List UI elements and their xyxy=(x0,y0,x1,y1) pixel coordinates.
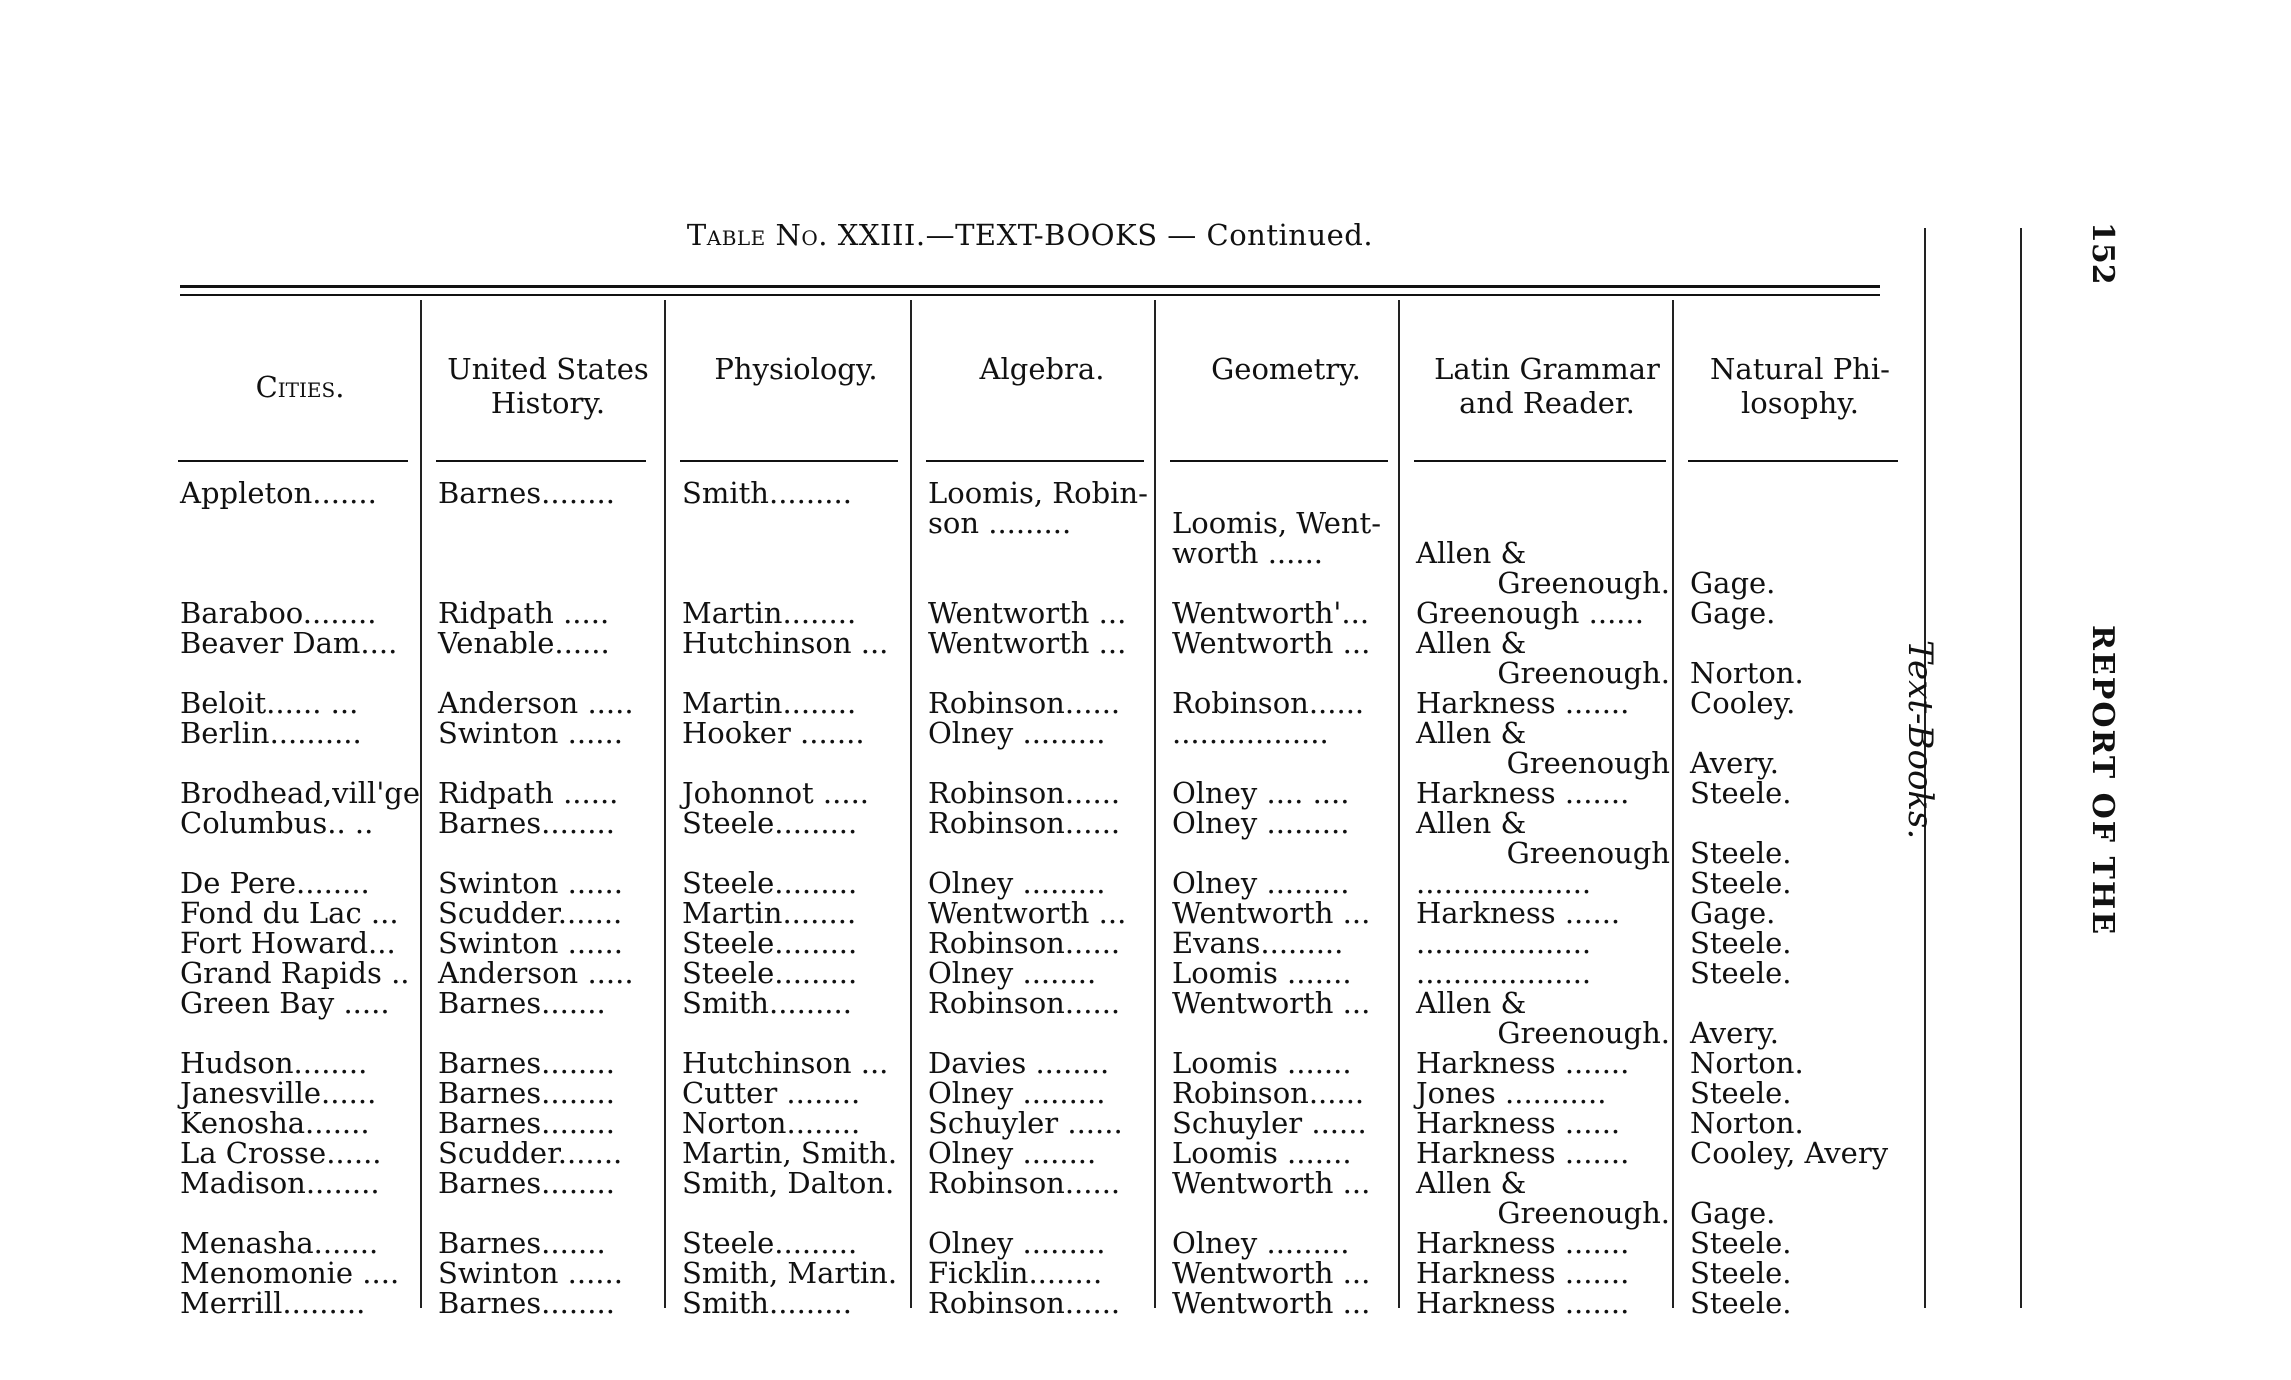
table-cell: Wentworth ... xyxy=(928,596,1127,630)
table-cell: Steele. xyxy=(1690,776,1792,810)
table-cell: Barnes........ xyxy=(438,476,615,510)
table-cell: Steele. xyxy=(1690,1256,1792,1290)
table-cell: Steele......... xyxy=(682,956,858,990)
table-cell: Greenough ...... xyxy=(1416,596,1644,630)
table-cell: Jones ........... xyxy=(1416,1076,1607,1110)
table-cell: ................... xyxy=(1416,866,1592,900)
table-cell: Barnes....... xyxy=(438,1226,606,1260)
table-cell: Barnes........ xyxy=(438,806,615,840)
table-cell: worth ...... xyxy=(1172,536,1324,570)
table-cell: Ridpath ..... xyxy=(438,596,610,630)
table-cell: Olney ......... xyxy=(928,716,1106,750)
page-number: 152 xyxy=(2085,222,2120,285)
table-cell: Hudson........ xyxy=(180,1046,368,1080)
table-cell: Norton. xyxy=(1690,1046,1804,1080)
column-separator-1 xyxy=(420,300,422,1308)
table-cell: Hutchinson ... xyxy=(682,626,889,660)
table-cell: Barnes........ xyxy=(438,1166,615,1200)
table-cell: Wentworth ... xyxy=(928,626,1127,660)
table-cell: Olney ......... xyxy=(1172,866,1350,900)
table-cell: Hooker ....... xyxy=(682,716,865,750)
table-cell: Ridpath ...... xyxy=(438,776,619,810)
table-cell: Green Bay ..... xyxy=(180,986,390,1020)
table-cell: Robinson...... xyxy=(928,686,1121,720)
table-cell: Harkness ....... xyxy=(1416,1226,1630,1260)
table-cell: Steele......... xyxy=(682,806,858,840)
table-cell: Swinton ...... xyxy=(438,716,623,750)
table-cell: Schuyler ...... xyxy=(928,1106,1123,1140)
table-cell: Allen & xyxy=(1416,626,1527,660)
table-cell: Norton. xyxy=(1690,1106,1804,1140)
table-cell: Wentworth ... xyxy=(1172,986,1371,1020)
table-cell: Barnes........ xyxy=(438,1106,615,1140)
table-cell: Steele. xyxy=(1690,866,1792,900)
table-cell: Scudder....... xyxy=(438,896,623,930)
table-cell: Madison........ xyxy=(180,1166,380,1200)
table-cell: Robinson...... xyxy=(928,806,1121,840)
table-cell: Greenough xyxy=(1506,836,1670,870)
table-cell: Olney ......... xyxy=(1172,1226,1350,1260)
column-separator-3 xyxy=(910,300,912,1308)
table-cell: Columbus.. .. xyxy=(180,806,374,840)
table-cell: Schuyler ...... xyxy=(1172,1106,1367,1140)
table-cell: Greenough. xyxy=(1497,566,1670,600)
column-header: Natural Phi- losophy. xyxy=(1710,352,1890,420)
section-side-title: Text-Books. xyxy=(1900,640,1940,840)
table-cell: Grand Rapids .. xyxy=(180,956,410,990)
table-cell: Wentworth ... xyxy=(1172,1256,1371,1290)
table-cell: ................. xyxy=(1172,716,1329,750)
table-cell: Martin........ xyxy=(682,896,857,930)
table-cell: Janesville...... xyxy=(180,1076,377,1110)
table-cell: Allen & xyxy=(1416,1166,1527,1200)
header-underline xyxy=(926,460,1144,462)
table-cell: Olney ........ xyxy=(928,1136,1097,1170)
table-cell: Steele. xyxy=(1690,1226,1792,1260)
table-cell: Greenough. xyxy=(1497,1016,1670,1050)
table-cell: Smith, Dalton. xyxy=(682,1166,895,1200)
table-cell: Avery. xyxy=(1690,746,1779,780)
top-rule xyxy=(180,285,1880,288)
table-cell: Menasha....... xyxy=(180,1226,379,1260)
table-cell: Kenosha....... xyxy=(180,1106,370,1140)
table-cell: Fond du Lac ... xyxy=(180,896,399,930)
table-cell: Steele......... xyxy=(682,1226,858,1260)
table-cell: Martin........ xyxy=(682,686,857,720)
table-title-rest: —TEXT-BOOKS — Continued. xyxy=(925,218,1374,252)
table-cell: Steele. xyxy=(1690,956,1792,990)
table-cell: Loomis ....... xyxy=(1172,1136,1352,1170)
column-header: Physiology. xyxy=(714,352,878,386)
table-cell: ................... xyxy=(1416,956,1592,990)
table-cell: Harkness ....... xyxy=(1416,1286,1630,1320)
header-underline xyxy=(436,460,646,462)
table-cell: Greenough. xyxy=(1497,1196,1670,1230)
table-cell: Beloit...... ... xyxy=(180,686,359,720)
table-cell: Wentworth'... xyxy=(1172,596,1370,630)
table-cell: Venable...... xyxy=(438,626,610,660)
table-cell: Gage. xyxy=(1690,1196,1776,1230)
table-cell: Evans......... xyxy=(1172,926,1344,960)
table-cell: Harkness ...... xyxy=(1416,896,1621,930)
table-cell: Allen & xyxy=(1416,986,1527,1020)
table-cell: Cooley, Avery xyxy=(1690,1136,1889,1170)
table-cell: La Crosse...... xyxy=(180,1136,382,1170)
table-cell: Wentworth ... xyxy=(1172,896,1371,930)
table-cell: Barnes........ xyxy=(438,1076,615,1110)
table-cell: Menomonie .... xyxy=(180,1256,400,1290)
table-cell: Steele......... xyxy=(682,866,858,900)
table-cell: Harkness ....... xyxy=(1416,1136,1630,1170)
table-cell: Robinson...... xyxy=(928,1286,1121,1320)
table-cell: Hutchinson ... xyxy=(682,1046,889,1080)
table-cell: ................... xyxy=(1416,926,1592,960)
table-cell: Greenough. xyxy=(1497,656,1670,690)
table-cell: Loomis ....... xyxy=(1172,956,1352,990)
table-cell: Allen & xyxy=(1416,806,1527,840)
table-cell: Swinton ...... xyxy=(438,866,623,900)
table-cell: Olney ......... xyxy=(928,1226,1106,1260)
running-head: REPORT OF THE xyxy=(2085,625,2120,937)
table-cell: Allen & xyxy=(1416,716,1527,750)
top-rule-double xyxy=(180,294,1880,296)
table-cell: Harkness ....... xyxy=(1416,776,1630,810)
table-cell: Baraboo........ xyxy=(180,596,377,630)
table-cell: Swinton ...... xyxy=(438,1256,623,1290)
table-cell: Berlin.......... xyxy=(180,716,362,750)
table-cell: Beaver Dam.... xyxy=(180,626,398,660)
table-title-prefix: Table No. XXIII. xyxy=(686,218,926,252)
table-cell: Smith......... xyxy=(682,476,852,510)
header-underline xyxy=(1170,460,1388,462)
table-cell: Anderson ..... xyxy=(438,956,634,990)
table-cell: Merrill......... xyxy=(180,1286,366,1320)
table-cell: Loomis, Robin- xyxy=(928,476,1148,510)
table-cell: Wentworth ... xyxy=(1172,626,1371,660)
table-cell: Greenough xyxy=(1506,746,1670,780)
table-cell: Gage. xyxy=(1690,896,1776,930)
header-underline xyxy=(1414,460,1666,462)
column-header: Geometry. xyxy=(1211,352,1361,386)
table-cell: Olney ......... xyxy=(1172,806,1350,840)
table-cell: Cutter ........ xyxy=(682,1076,861,1110)
table-title xyxy=(180,218,1880,252)
table-cell: Avery. xyxy=(1690,1016,1779,1050)
table-cell: Robinson...... xyxy=(928,776,1121,810)
table-cell: Gage. xyxy=(1690,566,1776,600)
column-separator-2 xyxy=(664,300,666,1308)
header-underline xyxy=(1688,460,1898,462)
table-cell: Robinson...... xyxy=(928,986,1121,1020)
table-cell: Barnes....... xyxy=(438,986,606,1020)
table-cell: son ......... xyxy=(928,506,1072,540)
table-cell: Martin, Smith. xyxy=(682,1136,898,1170)
table-cell: Appleton....... xyxy=(180,476,377,510)
table-cell: Cooley. xyxy=(1690,686,1796,720)
side-divider-right xyxy=(2020,228,2022,1308)
column-header: Algebra. xyxy=(979,352,1105,386)
table-cell: Barnes........ xyxy=(438,1286,615,1320)
table-cell: Smith......... xyxy=(682,1286,852,1320)
header-underline xyxy=(178,460,408,462)
table-cell: Steele. xyxy=(1690,926,1792,960)
table-cell: Gage. xyxy=(1690,596,1776,630)
table-cell: Steele......... xyxy=(682,926,858,960)
table-cell: Olney ......... xyxy=(928,866,1106,900)
table-cell: Olney .... .... xyxy=(1172,776,1350,810)
table-cell: Robinson...... xyxy=(928,926,1121,960)
table-cell: Anderson ..... xyxy=(438,686,634,720)
table-cell: Norton........ xyxy=(682,1106,861,1140)
table-cell: Johonnot ..... xyxy=(682,776,869,810)
table-cell: Wentworth ... xyxy=(1172,1286,1371,1320)
table-cell: Norton. xyxy=(1690,656,1804,690)
table-cell: Ficklin........ xyxy=(928,1256,1103,1290)
table-cell: Wentworth ... xyxy=(928,896,1127,930)
table-cell: Olney ......... xyxy=(928,1076,1106,1110)
column-header: United States History. xyxy=(447,352,649,420)
table-cell: Brodhead,vill'ge xyxy=(180,776,421,810)
column-header: Latin Grammar and Reader. xyxy=(1434,352,1660,420)
table-cell: Steele. xyxy=(1690,1286,1792,1320)
table-cell: Scudder....... xyxy=(438,1136,623,1170)
table-cell: Steele. xyxy=(1690,1076,1792,1110)
table-cell: Davies ........ xyxy=(928,1046,1110,1080)
table-cell: Robinson...... xyxy=(928,1166,1121,1200)
table-cell: Harkness ...... xyxy=(1416,1106,1621,1140)
header-underline xyxy=(680,460,898,462)
table-cell: Harkness ....... xyxy=(1416,1046,1630,1080)
table-cell: Martin........ xyxy=(682,596,857,630)
table-cell: Wentworth ... xyxy=(1172,1166,1371,1200)
table-cell: Allen & xyxy=(1416,536,1527,570)
column-header: Cities. xyxy=(255,370,345,404)
table-cell: Harkness ....... xyxy=(1416,686,1630,720)
table-cell: Loomis, Went- xyxy=(1172,506,1382,540)
table-cell: Smith, Martin. xyxy=(682,1256,898,1290)
table-cell: Robinson...... xyxy=(1172,686,1365,720)
table-cell: Swinton ...... xyxy=(438,926,623,960)
table-cell: Harkness ....... xyxy=(1416,1256,1630,1290)
table-cell: Robinson...... xyxy=(1172,1076,1365,1110)
table-cell: Steele. xyxy=(1690,836,1792,870)
table-cell: Olney ........ xyxy=(928,956,1097,990)
table-cell: Fort Howard... xyxy=(180,926,396,960)
table-cell: Loomis ....... xyxy=(1172,1046,1352,1080)
table-cell: De Pere........ xyxy=(180,866,370,900)
table-cell: Barnes........ xyxy=(438,1046,615,1080)
table-cell: Smith......... xyxy=(682,986,852,1020)
